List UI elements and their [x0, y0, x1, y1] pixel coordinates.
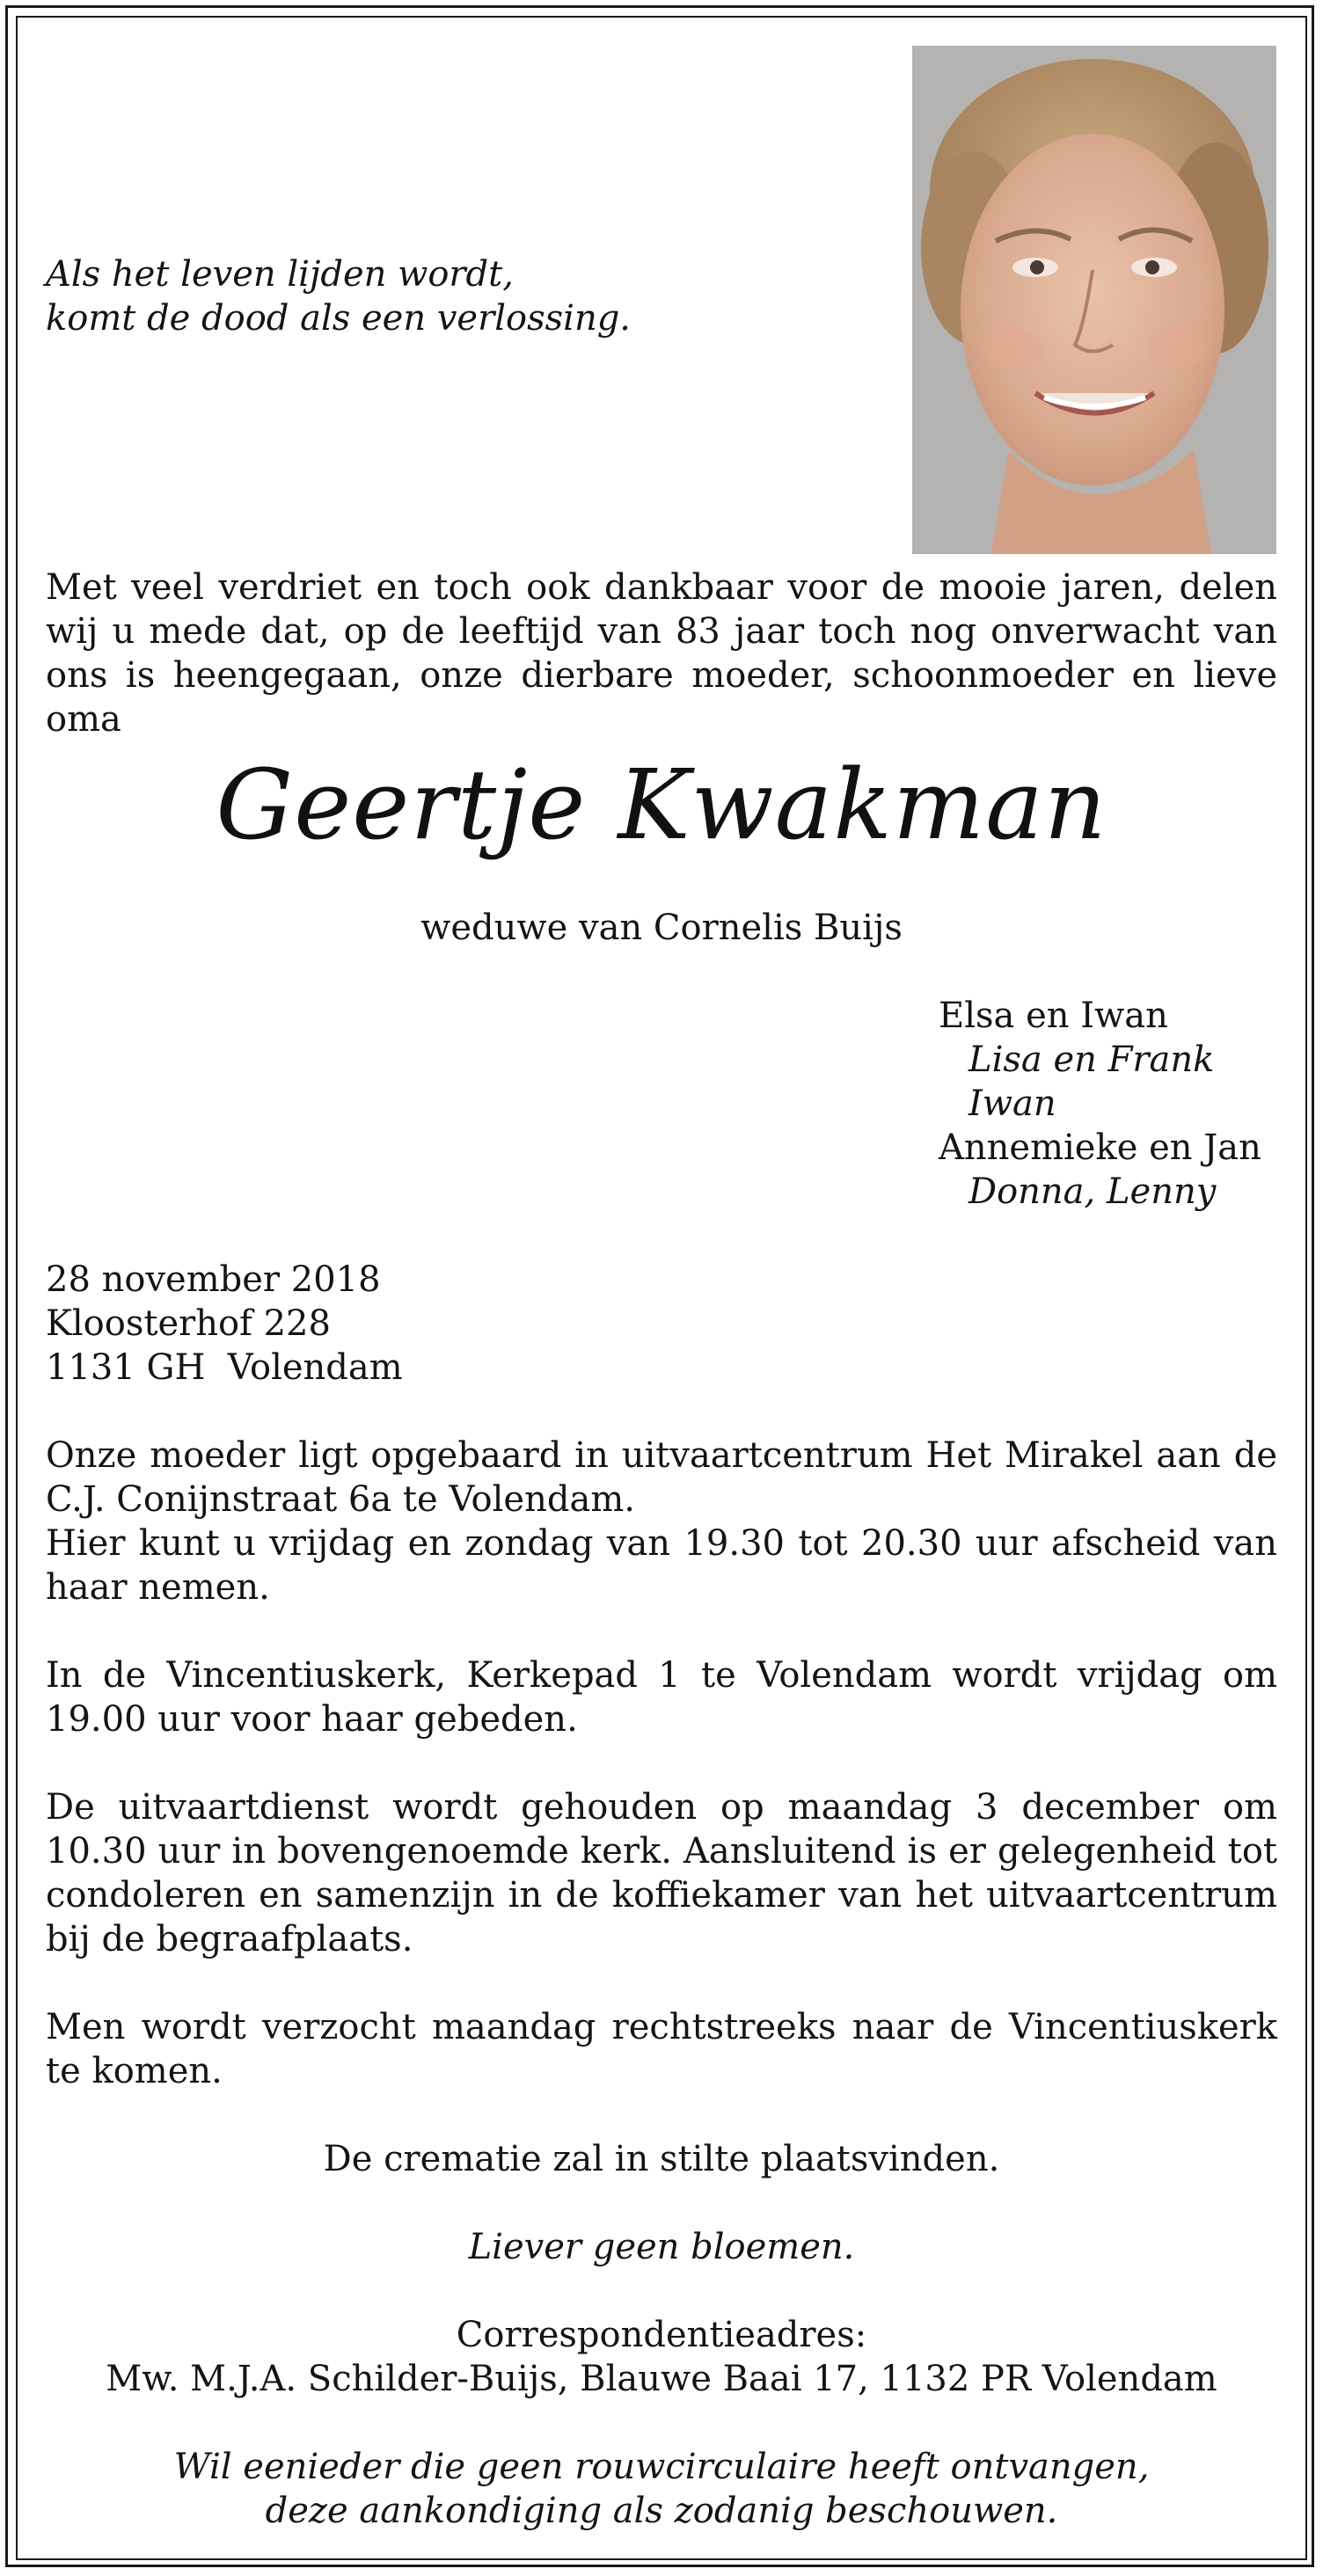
motto-line-1: Als het leven lijden wordt,	[46, 254, 514, 295]
deceased-name: Geertje Kwakman	[216, 748, 1107, 861]
correspondence-block	[0, 2313, 1323, 2401]
family-member: Elsa en Iwan	[939, 996, 1168, 1036]
address-date: 28 november 2018	[46, 1259, 381, 1300]
closing-line-2: deze aankondiging als zodanig beschouwen.	[265, 2491, 1058, 2531]
church-request-paragraph: Men wordt verzocht maandag rechtstreeks naar de Vincentiuskerk te komen.	[46, 2007, 1277, 2091]
correspondence-label: Correspondentieadres:	[456, 2315, 867, 2355]
portrait-photo	[912, 46, 1276, 554]
address-street: Kloosterhof 228	[46, 1303, 331, 1344]
viewing-location: Onze moeder ligt opgebaard in uitvaartcentrum Het Mirakel aan de C.J. Conijnstraat 6a te Volendam.	[46, 1435, 1277, 1520]
grandchildren: Donna, Lenny	[968, 1171, 1217, 1212]
flowers-note: Liever geen bloemen.	[468, 2227, 855, 2267]
viewing-paragraph	[46, 1434, 1277, 1609]
grandchildren: Lisa en Frank	[968, 1040, 1215, 1080]
cremation-note: De crematie zal in stilte plaatsvinden.	[323, 2139, 1000, 2179]
intro-paragraph: Met veel verdriet en toch ook dankbaar voor de mooie jaren, delen wij u mede dat, op de leeftijd van 83 jaar toch nog onverwacht van ons is heengegaan, onze dierbare moeder, schoonmoeder en lieve oma	[46, 567, 1277, 740]
widow-line: weduwe van Cornelis Buijs	[420, 908, 903, 948]
prayer-paragraph: In de Vincentiuskerk, Kerkepad 1 te Volendam wordt vrijdag om 19.00 uur voor haar gebeden.	[46, 1655, 1277, 1740]
family-list	[939, 994, 1308, 1214]
family-member: Annemieke en Jan	[939, 1127, 1261, 1168]
address-city: 1131 GH Volendam	[46, 1347, 403, 1388]
correspondence-address: Mw. M.J.A. Schilder-Buijs, Blauwe Baai 17, 1132 PR Volendam	[106, 2359, 1217, 2399]
grandchildren: Iwan	[968, 1084, 1056, 1124]
closing-line-1: Wil eenieder die geen rouwcirculaire heeft ontvangen,	[173, 2447, 1150, 2487]
home-address	[46, 1258, 749, 1390]
viewing-times: Hier kunt u vrijdag en zondag van 19.30 tot 20.30 uur afscheid van haar nemen.	[46, 1523, 1277, 1608]
funeral-service-paragraph: De uitvaartdienst wordt gehouden op maandag 3 december om 10.30 uur in bovengenoemde kerk. Aansluitend is er gelegenheid tot condoleren en samenzijn in de koffiekamer van het uitvaartcentrum bij de begraafplaats.	[46, 1787, 1277, 1959]
motto-line-2: komt de dood als een verlossing.	[46, 298, 632, 339]
closing-note	[0, 2445, 1323, 2533]
portrait-image	[912, 46, 1276, 554]
motto	[46, 252, 837, 340]
